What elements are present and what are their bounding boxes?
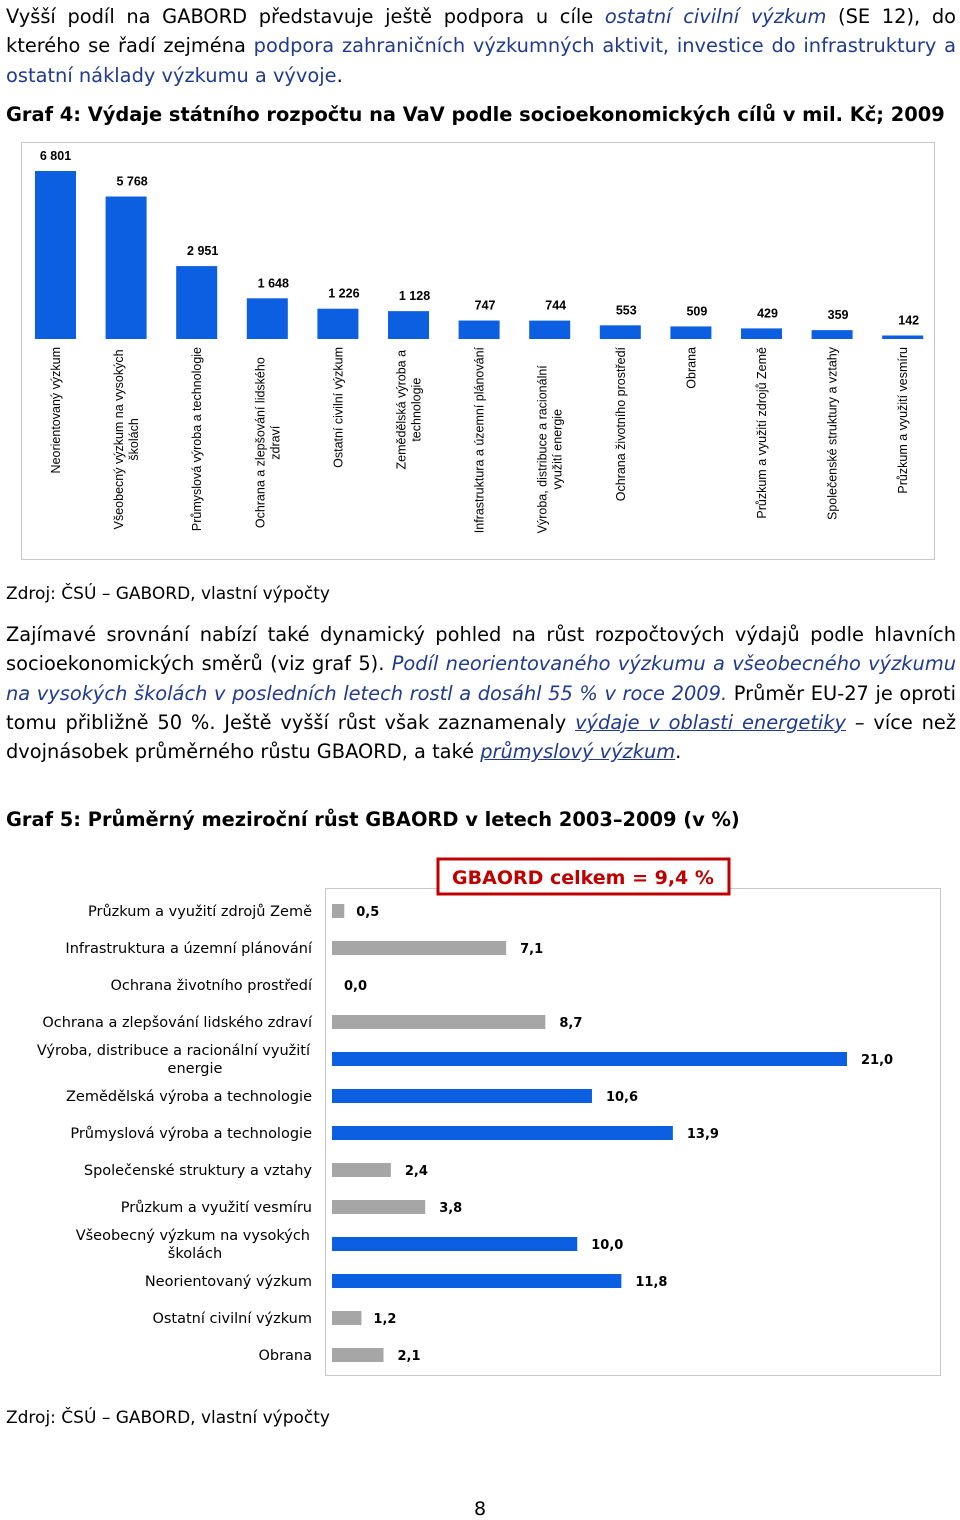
chart5-category-label — [110, 978, 312, 994]
chart4-bar — [741, 328, 782, 339]
chart4-plot — [21, 142, 935, 560]
chart5-category-label — [258, 1348, 312, 1364]
body-paragraph — [6, 620, 956, 766]
chart5-plot — [0, 855, 960, 1380]
chart5-bar — [332, 1126, 673, 1140]
chart5-bar — [332, 1089, 592, 1103]
svg-text:Výroba, distribuce a racionáln: Výroba, distribuce a racionální — [535, 365, 550, 534]
chart4-data-label: 6 801 — [39, 149, 72, 163]
svg-text:Neorientovaný výzkum: Neorientovaný výzkum — [49, 347, 63, 474]
chart5-category-label — [145, 1274, 312, 1290]
chart5-data-label: 13,9 — [686, 1127, 719, 1142]
svg-text:Výroba, distribuce a racionáln: Výroba, distribuce a racionální využití — [36, 1043, 310, 1059]
chart4-category-label — [755, 347, 769, 519]
chart5-category-label — [42, 1015, 313, 1031]
intro-highlight-items: podpora zahraničních výzkumných aktivit, investice do infrastruktury a ostatní náklady výzkumu a vývoje — [6, 34, 956, 87]
svg-text:Průmyslová výroba a technologi: Průmyslová výroba a technologie — [70, 1126, 312, 1142]
svg-text:školách: školách — [167, 1246, 223, 1262]
chart4-data-label: 429 — [757, 306, 778, 321]
chart5-category-label — [152, 1311, 312, 1327]
chart5-data-label: 8,7 — [559, 1016, 583, 1031]
chart4-bar — [106, 197, 147, 339]
body-text: – více než dvojnásobek průměrného růstu GBAORD, a také — [6, 710, 957, 764]
chart4-data-label: 1 128 — [398, 289, 431, 304]
chart4-bar — [176, 266, 217, 339]
chart4-category-label — [896, 347, 910, 494]
svg-text:Ochrana a zlepšování lidského: Ochrana a zlepšování lidského zdraví — [42, 1015, 312, 1031]
chart4-category-label — [684, 347, 698, 389]
svg-text:Ochrana a zlepšování lidského: Ochrana a zlepšování lidského — [253, 357, 268, 529]
chart4-category-label — [826, 346, 840, 520]
chart5-data-label: 7,1 — [520, 942, 544, 957]
chart4-bar — [317, 309, 358, 339]
chart4-data-label: 2 951 — [187, 244, 219, 259]
body-highlight-energy: výdaje v oblasti energetiky — [575, 710, 847, 734]
chart5-annotation: GBAORD celkem = 9,4 % — [452, 867, 714, 889]
chart5-bar — [332, 1237, 577, 1251]
chart5-data-label: 2,4 — [404, 1164, 428, 1179]
chart4-category-label — [614, 346, 628, 501]
svg-text:Průzkum a využití zdrojů Země: Průzkum a využití zdrojů Země — [88, 904, 312, 920]
svg-text:Průmyslová výroba a technologi: Průmyslová výroba a technologie — [190, 347, 205, 532]
chart5-data-label: 21,0 — [861, 1053, 894, 1068]
chart4-bar — [529, 321, 570, 339]
chart5-bar — [332, 1348, 384, 1362]
intro-text: Vyšší podíl na GABORD představuje ještě podpora u cíle — [6, 5, 605, 28]
svg-text:Zemědělská výroba a technologi: Zemědělská výroba a technologie — [66, 1089, 312, 1105]
svg-text:Ostatní civilní výzkum: Ostatní civilní výzkum — [331, 347, 346, 468]
svg-text:Všeobecný výzkum na vysokých: Všeobecný výzkum na vysokých — [75, 1228, 310, 1244]
chart5-category-label — [84, 1163, 313, 1179]
chart4-data-label: 747 — [474, 298, 496, 313]
chart5-data-label: 0,5 — [356, 905, 380, 920]
svg-text:Ochrana životního prostředí: Ochrana životního prostředí — [110, 978, 312, 994]
chart5-bar — [332, 1163, 391, 1177]
chart4-data-label: 5 768 — [116, 174, 148, 189]
chart5-data-label: 3,8 — [439, 1201, 463, 1216]
chart5-category-label — [76, 1228, 310, 1262]
chart4-category-label — [190, 347, 204, 531]
svg-text:Všeobecný výzkum na vysokých: Všeobecný výzkum na vysokých — [112, 349, 127, 530]
chart4-data-label: 509 — [686, 304, 708, 319]
body-text: Zajímavé srovnání nabízí také dynamický pohled na růst rozpočtových výdajů podle hlavních socioekonomických směrů (viz graf 5). — [6, 623, 956, 676]
chart4-source: Zdroj: ČSÚ – GABORD, vlastní výpočty — [6, 584, 330, 604]
chart4-data-label: 142 — [898, 313, 920, 328]
chart4-bar — [247, 298, 288, 339]
body-highlight-industry: průmyslový výzkum — [480, 740, 676, 764]
chart4-category-label — [331, 347, 345, 468]
chart4-category-label — [49, 347, 63, 473]
chart5-data-label: 10,0 — [591, 1238, 624, 1253]
chart4-bar — [670, 326, 711, 339]
chart5-category-label — [88, 904, 312, 920]
chart5-bar — [332, 1052, 847, 1066]
svg-text:Průzkum a využití vesmíru: Průzkum a využití vesmíru — [120, 1200, 312, 1216]
svg-text:Infrastruktura a územní plánov: Infrastruktura a územní plánování — [65, 941, 312, 957]
intro-text: . — [336, 63, 343, 87]
chart5-bar — [332, 904, 344, 918]
chart5-bar — [332, 1274, 621, 1288]
svg-text:Průzkum a využití zdrojů Země: Průzkum a využití zdrojů Země — [755, 347, 769, 519]
svg-text:školách: školách — [127, 418, 142, 461]
svg-text:Průzkum a využití vesmíru: Průzkum a využití vesmíru — [896, 347, 911, 494]
intro-text: (SE 12), do kterého se řadí zejména — [6, 5, 956, 58]
svg-text:Ochrana životního prostředí: Ochrana životního prostředí — [613, 347, 628, 502]
svg-text:Společenské struktury a vztahy: Společenské struktury a vztahy — [83, 1163, 312, 1179]
body-highlight-share: Podíl neorientovaného výzkumu a všeobecného výzkumu na vysokých školách v posledních letech rostl a dosáhl 55 % v roce 2009. — [6, 652, 956, 705]
svg-text:Společenské struktury a vztahy: Společenské struktury a vztahy — [825, 347, 840, 520]
chart5-bar — [332, 1015, 545, 1029]
body-text: . — [675, 740, 682, 764]
chart5-source: Zdroj: ČSÚ – GABORD, vlastní výpočty — [6, 1408, 330, 1428]
page-number: 8 — [473, 1498, 487, 1520]
chart5-data-label: 10,6 — [605, 1090, 639, 1105]
chart5-data-label: 11,8 — [635, 1275, 668, 1290]
chart4-bar — [459, 321, 500, 339]
svg-text:Obrana: Obrana — [684, 347, 699, 389]
body-text: Průměr EU-27 je oproti tomu přibližně 50 %. Ještě vyšší růst však zaznamenaly — [6, 681, 956, 734]
chart5-data-label: 1,2 — [373, 1312, 397, 1327]
intro-highlight-objective: ostatní civilní výzkum — [604, 5, 827, 28]
chart4-bar — [35, 171, 76, 339]
chart4-caption: Graf 4: Výdaje státního rozpočtu na VaV podle socioekonomických cílů v mil. Kč; 2009 — [6, 103, 945, 126]
chart5-bar — [332, 941, 506, 955]
svg-text:Ostatní civilní výzkum: Ostatní civilní výzkum — [152, 1311, 312, 1327]
chart4-bar — [882, 335, 923, 339]
chart4-bar — [812, 330, 853, 339]
chart4-data-label: 1 226 — [328, 286, 360, 301]
chart4-data-label: 744 — [545, 298, 567, 313]
chart5-bar — [332, 1311, 361, 1325]
chart5-bar — [332, 1200, 425, 1214]
chart5-category-label — [70, 1126, 312, 1142]
svg-text:technologie: technologie — [409, 377, 424, 442]
chart4-category-label — [473, 346, 487, 533]
chart5-category-label — [121, 1200, 312, 1216]
chart5-category-label — [66, 1089, 312, 1105]
svg-text:Zemědělská výroba a: Zemědělská výroba a — [394, 349, 409, 470]
svg-text:Infrastruktura a územní plánov: Infrastruktura a územní plánování — [472, 347, 487, 534]
svg-text:Neorientovaný výzkum: Neorientovaný výzkum — [144, 1274, 312, 1290]
chart4-data-label: 553 — [615, 303, 637, 318]
chart4-data-label: 359 — [827, 308, 849, 323]
chart4-data-label: 1 648 — [257, 276, 289, 291]
intro-paragraph — [6, 2, 956, 90]
chart5-data-label: 2,1 — [397, 1349, 421, 1364]
svg-text:energie: energie — [167, 1061, 223, 1077]
svg-text:zdraví: zdraví — [268, 425, 283, 460]
svg-text:Obrana: Obrana — [258, 1348, 312, 1364]
chart4-bar — [600, 325, 641, 339]
chart5-caption: Graf 5: Průměrný meziroční růst GBAORD v letech 2003–2009 (v %) — [6, 808, 740, 831]
svg-text:využití energie: využití energie — [550, 408, 565, 490]
chart4-bar — [388, 311, 429, 339]
chart5-category-label — [37, 1043, 311, 1077]
chart5-category-label — [65, 941, 313, 957]
chart5-data-label: 0,0 — [344, 979, 368, 994]
